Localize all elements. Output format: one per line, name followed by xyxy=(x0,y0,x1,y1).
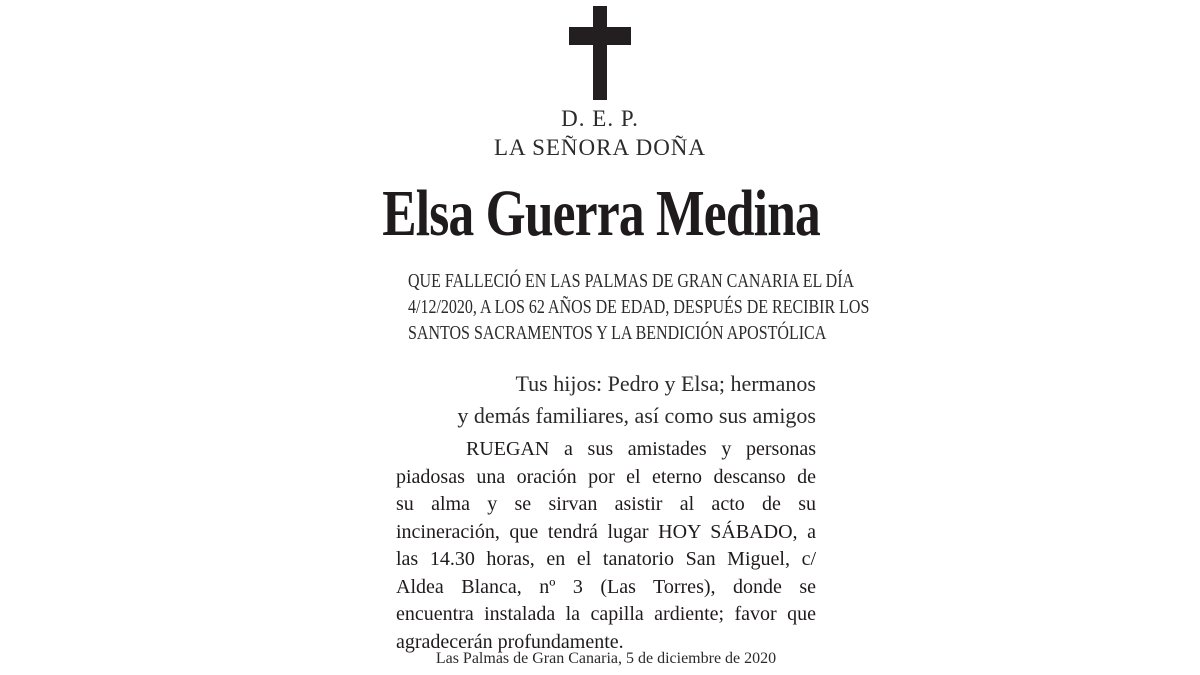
dep-heading: D. E. P. xyxy=(561,106,639,131)
request-line: su alma y se sirvan asistir al acto de su xyxy=(396,493,816,515)
request-line: piadosas una oración por el eterno descanso de xyxy=(396,465,816,488)
death-info-line: SANTOS SACRAMENTOS Y LA BENDICIÓN APOSTÓLICA xyxy=(408,322,827,344)
request-line: RUEGAN a sus amistades y personas xyxy=(466,438,816,460)
death-info-line: QUE FALLECIÓ EN LAS PALMAS DE GRAN CANARIA EL DÍA xyxy=(408,270,855,292)
family-line: Tus hijos: Pedro y Elsa; hermanos xyxy=(515,371,816,396)
request-line: encuentra instalada la capilla ardiente; favor que xyxy=(396,603,816,625)
cross-icon xyxy=(569,6,631,100)
request-line: las 14.30 horas, en el tanatorio San Miguel, c/ xyxy=(396,548,816,570)
honorific-heading: LA SEÑORA DOÑA xyxy=(493,135,707,160)
place-date-signoff: Las Palmas de Gran Canaria, 5 de diciembre de 2020 xyxy=(435,650,777,667)
request-line: agradecerán profundamente. xyxy=(396,630,624,653)
request-line: Aldea Blanca, nº 3 (Las Torres), donde se xyxy=(396,575,816,598)
family-mourners xyxy=(396,368,816,432)
death-info xyxy=(360,268,870,346)
funeral-request xyxy=(396,436,816,656)
request-line: incineración, que tendrá lugar HOY SÁBADO, a xyxy=(396,520,816,543)
deceased-name: Elsa Guerra Medina xyxy=(382,177,821,250)
death-info-line: 4/12/2020, A LOS 62 AÑOS DE EDAD, DESPUÉS DE RECIBIR LOS xyxy=(408,296,870,318)
family-line: y demás familiares, así como sus amigos xyxy=(457,403,816,428)
cross-horizontal-bar xyxy=(569,27,631,45)
cross-vertical-bar xyxy=(593,6,607,100)
